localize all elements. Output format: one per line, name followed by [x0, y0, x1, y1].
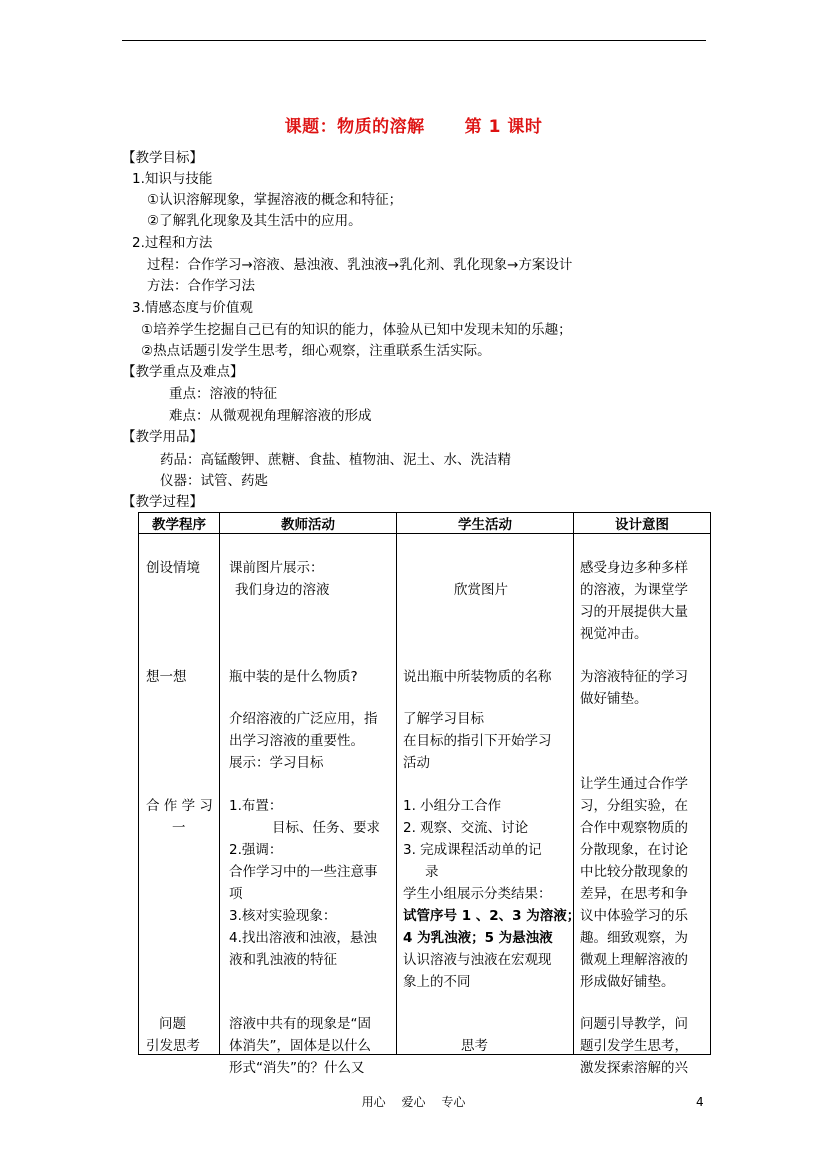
footer-item: 爱心 [401, 1095, 426, 1109]
process-heading: 【教学过程】 [122, 494, 203, 510]
intent-line: 的溶液，为课堂学 [580, 582, 688, 598]
step-think: 想一想 [146, 669, 187, 685]
footer-item: 用心 [361, 1095, 386, 1109]
col-header-intent: 设计意图 [574, 513, 711, 534]
teacher-line: 介绍溶液的广泛应用，指 [229, 711, 378, 727]
materials-instruments: 仪器：试管、药匙 [160, 473, 268, 489]
teacher-line: 项 [229, 886, 243, 902]
methods-item-2: 方法：合作学习法 [147, 278, 255, 294]
student-line: 2. 观察、交流、讨论 [403, 820, 529, 836]
student-line: 试管序号 1 、2、3 为溶液； [403, 908, 581, 924]
attitude-item-2: ②热点话题引发学生思考，细心观察，注重联系生活实际。 [141, 343, 491, 359]
teacher-line: 目标、任务、要求 [272, 820, 380, 836]
student-line: 活动 [403, 755, 430, 771]
intent-line: 视觉冲击。 [580, 626, 648, 642]
student-line: 3. 完成课程活动单的记 [403, 842, 542, 858]
teacher-line: 体消失”，固体是以什么 [229, 1038, 371, 1054]
process-table [138, 512, 711, 1076]
methods-title: 2.过程和方法 [132, 235, 213, 251]
teacher-line: 展示：学习目标 [229, 755, 324, 771]
intent-line: 趣。细致观察，为 [580, 930, 688, 946]
student-line: 欣赏图片 [454, 582, 508, 598]
teacher-line: 4.找出溶液和浊液，悬浊 [229, 930, 377, 946]
teacher-line: 形式“消失”的？什么又 [229, 1060, 365, 1076]
teacher-line: 溶液中共有的现象是“固 [229, 1016, 371, 1032]
materials-chemicals: 药品：高锰酸钾、蔗糖、食盐、植物油、泥土、水、洗洁精 [160, 452, 511, 468]
title-main: 课题：物质的溶解 [284, 117, 425, 137]
teacher-cell [220, 534, 397, 1076]
col-header-student: 学生活动 [397, 513, 574, 534]
intent-line: 感受身边多种多样 [580, 560, 688, 576]
intent-line: 习的开展提供大量 [580, 604, 688, 620]
page-number: 4 [696, 1095, 704, 1109]
attitude-title: 3.情感态度与价值观 [132, 300, 253, 316]
student-cell [397, 534, 581, 1055]
teacher-line: 3.核对实验现象： [229, 908, 337, 924]
header-rule [122, 40, 706, 41]
intent-line: 微观上理解溶液的 [580, 952, 688, 968]
intent-line: 分散现象，在讨论 [580, 842, 688, 858]
skills-item-2: ②了解乳化现象及其生活中的应用。 [147, 213, 362, 229]
page-title [0, 112, 827, 137]
teacher-line: 合作学习中的一些注意事 [229, 864, 378, 880]
teacher-line: 2.强调： [229, 842, 283, 858]
objectives-heading: 【教学目标】 [122, 150, 203, 166]
col-header-teacher: 教师活动 [220, 513, 397, 534]
keypoint-difficulty: 难点：从微观视角理解溶液的形成 [169, 408, 372, 424]
student-line: 录 [425, 864, 439, 880]
procedure-cell [139, 534, 220, 1055]
attitude-item-1: ①培养学生挖掘自己已有的知识的能力，体验从已知中发现未知的乐趣； [141, 322, 572, 338]
intent-line: 形成做好铺垫。 [580, 974, 675, 990]
student-line: 认识溶液与浊液在宏观现 [403, 952, 552, 968]
intent-line: 为溶液特征的学习 [580, 669, 688, 685]
footer-item: 专心 [441, 1095, 466, 1109]
teacher-line: 课前图片展示： [229, 560, 324, 576]
intent-line: 合作中观察物质的 [580, 820, 688, 836]
col-header-procedure: 教学程序 [139, 513, 220, 534]
student-line: 象上的不同 [403, 974, 471, 990]
intent-line: 议中体验学习的乐 [580, 908, 688, 924]
intent-line: 习，分组实验，在 [580, 798, 688, 814]
student-line: 思考 [461, 1038, 488, 1054]
teacher-line: 1.布置： [229, 798, 283, 814]
student-line: 在目标的指引下开始学习 [403, 733, 552, 749]
table-body-row [139, 534, 711, 1055]
student-line: 了解学习目标 [403, 711, 484, 727]
materials-heading: 【教学用品】 [122, 429, 203, 445]
keypoints-heading: 【教学重点及难点】 [122, 364, 244, 380]
step-scenario: 创设情境 [146, 560, 200, 576]
teacher-line: 瓶中装的是什么物质? [229, 669, 358, 685]
intent-cell [574, 534, 711, 1076]
methods-item-1: 过程：合作学习→溶液、悬浊液、乳浊液→乳化剂、乳化现象→方案设计 [147, 257, 573, 273]
intent-line: 做好铺垫。 [580, 691, 648, 707]
teacher-line: 我们身边的溶液 [235, 582, 330, 598]
title-lesson: 第 1 课时 [464, 117, 543, 137]
keypoint-focus: 重点：溶液的特征 [169, 386, 277, 402]
skills-item-1: ①认识溶解现象，掌握溶液的概念和特征； [147, 192, 403, 208]
student-line: 4 为乳浊液；5 为悬浊液 [403, 930, 553, 946]
teacher-line: 液和乳浊液的特征 [229, 952, 337, 968]
step-cooperative-number: 一 [172, 820, 186, 836]
table-header-row [139, 513, 711, 534]
intent-line: 让学生通过合作学 [580, 776, 688, 792]
intent-line: 问题引导教学，问 [580, 1016, 688, 1032]
skills-title: 1.知识与技能 [132, 171, 213, 187]
student-line: 说出瓶中所装物质的名称 [403, 669, 552, 685]
step-question: 问题 [159, 1016, 186, 1032]
step-question-2: 引发思考 [146, 1038, 200, 1054]
intent-line: 题引发学生思考， [580, 1038, 688, 1054]
intent-line: 中比较分散现象的 [580, 864, 688, 880]
student-line: 学生小组展示分类结果： [403, 886, 552, 902]
intent-line: 差异，在思考和争 [580, 886, 688, 902]
intent-line: 激发探索溶解的兴 [580, 1060, 688, 1076]
student-line: 1. 小组分工合作 [403, 798, 502, 814]
step-cooperative: 合 作 学 习 [146, 798, 213, 814]
teacher-line: 出学习溶液的重要性。 [229, 733, 364, 749]
